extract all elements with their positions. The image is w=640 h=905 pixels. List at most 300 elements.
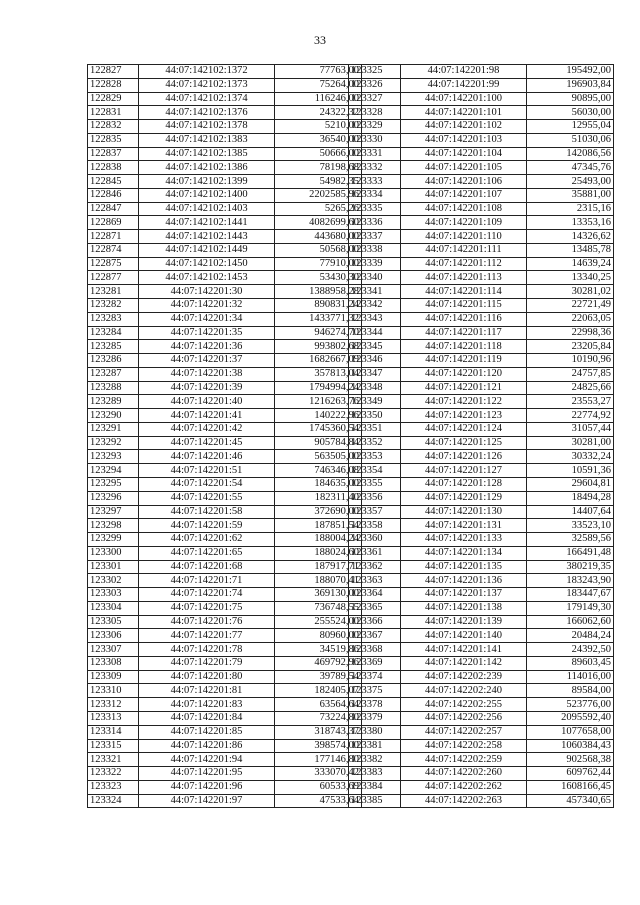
cadastral-number-cell: 44:07:142201:62 xyxy=(139,533,275,547)
record-number-cell: 123383 xyxy=(349,767,401,781)
record-number-cell: 123325 xyxy=(349,65,401,79)
record-number-cell: 122837 xyxy=(88,147,139,161)
cadastral-number-cell: 44:07:142102:1443 xyxy=(139,230,275,244)
cadastral-number-cell: 44:07:142201:76 xyxy=(139,615,275,629)
table-row xyxy=(88,422,362,436)
table-row xyxy=(349,354,614,368)
record-number-cell: 123361 xyxy=(349,546,401,560)
table-row xyxy=(88,560,362,574)
cadastral-number-cell: 44:07:142201:39 xyxy=(139,381,275,395)
cadastral-number-cell: 44:07:142201:121 xyxy=(401,381,527,395)
amount-cell: 372690,00 xyxy=(275,505,362,519)
record-number-cell: 123339 xyxy=(349,257,401,271)
amount-cell: 1745360,54 xyxy=(275,422,362,436)
cadastral-number-cell: 44:07:142201:102 xyxy=(401,120,527,134)
record-number-cell: 123304 xyxy=(88,601,139,615)
table-row xyxy=(88,519,362,533)
table-row xyxy=(349,436,614,450)
cadastral-number-cell: 44:07:142201:40 xyxy=(139,395,275,409)
record-number-cell: 123362 xyxy=(349,560,401,574)
amount-cell: 80960,00 xyxy=(275,629,362,643)
table-row xyxy=(349,477,614,491)
cadastral-number-cell: 44:07:142201:54 xyxy=(139,477,275,491)
amount-cell: 333070,42 xyxy=(275,767,362,781)
amount-cell: 890831,24 xyxy=(275,299,362,313)
record-number-cell: 123287 xyxy=(88,367,139,381)
record-number-cell: 123305 xyxy=(88,615,139,629)
table-row xyxy=(349,670,614,684)
record-number-cell: 122832 xyxy=(88,120,139,134)
record-number-cell: 123360 xyxy=(349,533,401,547)
table-row xyxy=(88,450,362,464)
table-row xyxy=(349,92,614,106)
amount-cell: 369130,00 xyxy=(275,588,362,602)
cadastral-number-cell: 44:07:142102:1376 xyxy=(139,106,275,120)
cadastral-number-cell: 44:07:142102:1386 xyxy=(139,161,275,175)
record-number-cell: 123338 xyxy=(349,243,401,257)
cadastral-number-cell: 44:07:142201:111 xyxy=(401,243,527,257)
amount-cell: 187851,54 xyxy=(275,519,362,533)
cadastral-number-cell: 44:07:142201:55 xyxy=(139,491,275,505)
amount-cell: 13353,16 xyxy=(527,216,614,230)
cadastral-number-cell: 44:07:142202:256 xyxy=(401,711,527,725)
table-row xyxy=(88,285,362,299)
table-row xyxy=(349,106,614,120)
record-number-cell: 123298 xyxy=(88,519,139,533)
amount-cell: 357813,04 xyxy=(275,367,362,381)
record-number-cell: 123382 xyxy=(349,753,401,767)
record-number-cell: 123342 xyxy=(349,299,401,313)
cadastral-number-cell: 44:07:142102:1403 xyxy=(139,202,275,216)
table-row xyxy=(88,395,362,409)
table-row xyxy=(349,340,614,354)
table-row xyxy=(88,574,362,588)
amount-cell: 1216263,76 xyxy=(275,395,362,409)
record-number-cell: 123306 xyxy=(88,629,139,643)
cadastral-number-cell: 44:07:142201:86 xyxy=(139,739,275,753)
table-row xyxy=(349,147,614,161)
table-row xyxy=(349,120,614,134)
record-number-cell: 123314 xyxy=(88,725,139,739)
table-row xyxy=(88,546,362,560)
table-row xyxy=(88,188,362,202)
cadastral-number-cell: 44:07:142201:103 xyxy=(401,133,527,147)
record-number-cell: 123332 xyxy=(349,161,401,175)
cadastral-number-cell: 44:07:142201:122 xyxy=(401,395,527,409)
amount-cell: 24322,32 xyxy=(275,106,362,120)
cadastral-number-cell: 44:07:142201:98 xyxy=(401,65,527,79)
amount-cell: 1060384,43 xyxy=(527,739,614,753)
cadastral-number-cell: 44:07:142202:257 xyxy=(401,725,527,739)
record-number-cell: 123340 xyxy=(349,271,401,285)
record-number-cell: 123364 xyxy=(349,588,401,602)
cadastral-number-cell: 44:07:142201:120 xyxy=(401,367,527,381)
record-number-cell: 122845 xyxy=(88,175,139,189)
table-row xyxy=(88,367,362,381)
table-row xyxy=(88,243,362,257)
amount-cell: 22721,49 xyxy=(527,299,614,313)
record-number-cell: 122846 xyxy=(88,188,139,202)
table-row xyxy=(88,216,362,230)
cadastral-number-cell: 44:07:142201:46 xyxy=(139,450,275,464)
record-number-cell: 123379 xyxy=(349,711,401,725)
cadastral-number-cell: 44:07:142102:1449 xyxy=(139,243,275,257)
amount-cell: 182405,07 xyxy=(275,684,362,698)
amount-cell: 398574,00 xyxy=(275,739,362,753)
amount-cell: 1608166,45 xyxy=(527,780,614,794)
cadastral-number-cell: 44:07:142202:262 xyxy=(401,780,527,794)
cadastral-number-cell: 44:07:142201:133 xyxy=(401,533,527,547)
record-number-cell: 123322 xyxy=(88,767,139,781)
table-row xyxy=(349,326,614,340)
cadastral-number-cell: 44:07:142201:80 xyxy=(139,670,275,684)
cadastral-number-cell: 44:07:142201:99 xyxy=(401,78,527,92)
amount-cell: 380219,35 xyxy=(527,560,614,574)
record-number-cell: 123326 xyxy=(349,78,401,92)
table-row xyxy=(349,753,614,767)
table-row xyxy=(88,477,362,491)
amount-cell: 47533,64 xyxy=(275,794,362,808)
cadastral-number-cell: 44:07:142102:1400 xyxy=(139,188,275,202)
record-number-cell: 123369 xyxy=(349,656,401,670)
table-row xyxy=(88,505,362,519)
table-row xyxy=(88,78,362,92)
amount-cell: 50666,00 xyxy=(275,147,362,161)
record-number-cell: 123355 xyxy=(349,477,401,491)
amount-cell: 14407,64 xyxy=(527,505,614,519)
record-number-cell: 123310 xyxy=(88,684,139,698)
amount-cell: 182311,40 xyxy=(275,491,362,505)
table-row xyxy=(349,133,614,147)
cadastral-number-cell: 44:07:142201:84 xyxy=(139,711,275,725)
amount-cell: 255524,00 xyxy=(275,615,362,629)
amount-cell: 23205,84 xyxy=(527,340,614,354)
amount-cell: 32589,56 xyxy=(527,533,614,547)
table-row xyxy=(349,546,614,560)
record-number-cell: 123384 xyxy=(349,780,401,794)
record-number-cell: 123378 xyxy=(349,698,401,712)
amount-cell: 183243,90 xyxy=(527,574,614,588)
amount-cell: 30281,00 xyxy=(527,436,614,450)
cadastral-number-cell: 44:07:142201:81 xyxy=(139,684,275,698)
record-number-cell: 123345 xyxy=(349,340,401,354)
record-number-cell: 122835 xyxy=(88,133,139,147)
cadastral-number-cell: 44:07:142102:1441 xyxy=(139,216,275,230)
cadastral-number-cell: 44:07:142201:108 xyxy=(401,202,527,216)
record-number-cell: 123385 xyxy=(349,794,401,808)
amount-cell: 39789,54 xyxy=(275,670,362,684)
table-row xyxy=(88,629,362,643)
cadastral-number-cell: 44:07:142202:239 xyxy=(401,670,527,684)
table-row xyxy=(349,588,614,602)
cadastral-number-cell: 44:07:142102:1453 xyxy=(139,271,275,285)
cadastral-number-cell: 44:07:142201:141 xyxy=(401,643,527,657)
record-number-cell: 123365 xyxy=(349,601,401,615)
table-row xyxy=(88,271,362,285)
record-number-cell: 123291 xyxy=(88,422,139,436)
record-number-cell: 123337 xyxy=(349,230,401,244)
record-number-cell: 122838 xyxy=(88,161,139,175)
cadastral-number-cell: 44:07:142201:37 xyxy=(139,354,275,368)
table-row xyxy=(88,533,362,547)
cadastral-number-cell: 44:07:142201:85 xyxy=(139,725,275,739)
amount-cell: 114016,00 xyxy=(527,670,614,684)
table-row xyxy=(349,574,614,588)
table-row xyxy=(88,436,362,450)
cadastral-number-cell: 44:07:142201:71 xyxy=(139,574,275,588)
record-number-cell: 122875 xyxy=(88,257,139,271)
record-number-cell: 123294 xyxy=(88,464,139,478)
table-row xyxy=(349,422,614,436)
record-number-cell: 123352 xyxy=(349,436,401,450)
amount-cell: 34519,86 xyxy=(275,643,362,657)
table-row xyxy=(88,257,362,271)
cadastral-number-cell: 44:07:142201:74 xyxy=(139,588,275,602)
cadastral-number-cell: 44:07:142102:1399 xyxy=(139,175,275,189)
cadastral-number-cell: 44:07:142201:59 xyxy=(139,519,275,533)
amount-cell: 5265,26 xyxy=(275,202,362,216)
amount-cell: 23553,27 xyxy=(527,395,614,409)
table-row xyxy=(349,684,614,698)
record-number-cell: 123308 xyxy=(88,656,139,670)
cadastral-number-cell: 44:07:142201:77 xyxy=(139,629,275,643)
table-row xyxy=(349,615,614,629)
record-number-cell: 123380 xyxy=(349,725,401,739)
cadastral-number-cell: 44:07:142201:127 xyxy=(401,464,527,478)
record-number-cell: 123367 xyxy=(349,629,401,643)
amount-cell: 184635,00 xyxy=(275,477,362,491)
amount-cell: 20484,24 xyxy=(527,629,614,643)
table-row xyxy=(349,409,614,423)
amount-cell: 2315,16 xyxy=(527,202,614,216)
cadastral-number-cell: 44:07:142201:94 xyxy=(139,753,275,767)
amount-cell: 50568,00 xyxy=(275,243,362,257)
record-number-cell: 123330 xyxy=(349,133,401,147)
amount-cell: 4082699,60 xyxy=(275,216,362,230)
record-number-cell: 123281 xyxy=(88,285,139,299)
amount-cell: 443680,00 xyxy=(275,230,362,244)
amount-cell: 63564,64 xyxy=(275,698,362,712)
table-row xyxy=(88,739,362,753)
cadastral-number-cell: 44:07:142201:51 xyxy=(139,464,275,478)
record-number-cell: 123344 xyxy=(349,326,401,340)
table-row xyxy=(88,381,362,395)
table-row xyxy=(88,615,362,629)
amount-cell: 22998,36 xyxy=(527,326,614,340)
record-number-cell: 123346 xyxy=(349,354,401,368)
table-row xyxy=(88,698,362,712)
amount-cell: 36540,00 xyxy=(275,133,362,147)
cadastral-number-cell: 44:07:142201:118 xyxy=(401,340,527,354)
amount-cell: 736748,55 xyxy=(275,601,362,615)
table-row xyxy=(349,188,614,202)
record-number-cell: 123283 xyxy=(88,312,139,326)
cadastral-number-cell: 44:07:142201:116 xyxy=(401,312,527,326)
amount-cell: 563505,00 xyxy=(275,450,362,464)
record-number-cell: 123350 xyxy=(349,409,401,423)
amount-cell: 177146,80 xyxy=(275,753,362,767)
record-number-cell: 123354 xyxy=(349,464,401,478)
table-row xyxy=(349,299,614,313)
table-row xyxy=(88,725,362,739)
record-number-cell: 123366 xyxy=(349,615,401,629)
cadastral-number-cell: 44:07:142202:263 xyxy=(401,794,527,808)
amount-cell: 195492,00 xyxy=(527,65,614,79)
cadastral-number-cell: 44:07:142201:129 xyxy=(401,491,527,505)
table-row xyxy=(349,285,614,299)
cadastral-number-cell: 44:07:142201:38 xyxy=(139,367,275,381)
record-number-cell: 123357 xyxy=(349,505,401,519)
record-number-cell: 122828 xyxy=(88,78,139,92)
table-row xyxy=(349,312,614,326)
cadastral-number-cell: 44:07:142201:139 xyxy=(401,615,527,629)
record-number-cell: 123375 xyxy=(349,684,401,698)
amount-cell: 10591,36 xyxy=(527,464,614,478)
page-number: 33 xyxy=(314,33,326,47)
amount-cell: 35881,00 xyxy=(527,188,614,202)
cadastral-number-cell: 44:07:142201:105 xyxy=(401,161,527,175)
cadastral-number-cell: 44:07:142201:134 xyxy=(401,546,527,560)
cadastral-number-cell: 44:07:142201:106 xyxy=(401,175,527,189)
table-row xyxy=(349,161,614,175)
amount-cell: 1433771,32 xyxy=(275,312,362,326)
record-number-cell: 123302 xyxy=(88,574,139,588)
cadastral-number-cell: 44:07:142201:42 xyxy=(139,422,275,436)
record-number-cell: 123323 xyxy=(88,780,139,794)
amount-cell: 22063,05 xyxy=(527,312,614,326)
table-row xyxy=(349,698,614,712)
amount-cell: 188070,41 xyxy=(275,574,362,588)
record-number-cell: 123289 xyxy=(88,395,139,409)
record-number-cell: 123321 xyxy=(88,753,139,767)
table-row xyxy=(88,106,362,120)
table-row xyxy=(88,794,362,808)
table-row xyxy=(349,230,614,244)
cadastral-number-cell: 44:07:142201:107 xyxy=(401,188,527,202)
cadastral-number-cell: 44:07:142201:79 xyxy=(139,656,275,670)
amount-cell: 89603,45 xyxy=(527,656,614,670)
amount-cell: 188024,60 xyxy=(275,546,362,560)
table-row xyxy=(88,711,362,725)
cadastral-number-cell: 44:07:142201:35 xyxy=(139,326,275,340)
table-row xyxy=(88,312,362,326)
table-row xyxy=(349,725,614,739)
table-row xyxy=(349,450,614,464)
amount-cell: 902568,38 xyxy=(527,753,614,767)
cadastral-number-cell: 44:07:142201:125 xyxy=(401,436,527,450)
record-number-cell: 123299 xyxy=(88,533,139,547)
cadastral-number-cell: 44:07:142201:114 xyxy=(401,285,527,299)
cadastral-number-cell: 44:07:142201:142 xyxy=(401,656,527,670)
amount-cell: 13485,78 xyxy=(527,243,614,257)
record-number-cell: 122874 xyxy=(88,243,139,257)
record-number-cell: 123341 xyxy=(349,285,401,299)
amount-cell: 10190,96 xyxy=(527,354,614,368)
record-number-cell: 123288 xyxy=(88,381,139,395)
cadastral-number-cell: 44:07:142201:110 xyxy=(401,230,527,244)
cadastral-number-cell: 44:07:142201:34 xyxy=(139,312,275,326)
amount-cell: 77910,00 xyxy=(275,257,362,271)
cadastral-number-cell: 44:07:142201:78 xyxy=(139,643,275,657)
record-number-cell: 123282 xyxy=(88,299,139,313)
record-number-cell: 123285 xyxy=(88,340,139,354)
amount-cell: 53430,30 xyxy=(275,271,362,285)
cadastral-number-cell: 44:07:142201:112 xyxy=(401,257,527,271)
record-number-cell: 123331 xyxy=(349,147,401,161)
amount-cell: 140222,96 xyxy=(275,409,362,423)
table-row xyxy=(349,216,614,230)
table-row xyxy=(88,326,362,340)
table-row xyxy=(349,656,614,670)
cadastral-number-cell: 44:07:142201:109 xyxy=(401,216,527,230)
record-number-cell: 123353 xyxy=(349,450,401,464)
amount-cell: 179149,30 xyxy=(527,601,614,615)
cadastral-number-cell: 44:07:142201:100 xyxy=(401,92,527,106)
amount-cell: 24757,85 xyxy=(527,367,614,381)
record-number-cell: 122871 xyxy=(88,230,139,244)
record-number-cell: 123333 xyxy=(349,175,401,189)
cadastral-number-cell: 44:07:142201:136 xyxy=(401,574,527,588)
amount-cell: 523776,00 xyxy=(527,698,614,712)
record-number-cell: 123351 xyxy=(349,422,401,436)
record-number-cell: 123327 xyxy=(349,92,401,106)
record-number-cell: 122829 xyxy=(88,92,139,106)
amount-cell: 183447,67 xyxy=(527,588,614,602)
amount-cell: 51030,06 xyxy=(527,133,614,147)
cadastral-number-cell: 44:07:142201:138 xyxy=(401,601,527,615)
cadastral-number-cell: 44:07:142102:1450 xyxy=(139,257,275,271)
amount-cell: 993802,68 xyxy=(275,340,362,354)
table-row xyxy=(88,147,362,161)
table-row xyxy=(349,491,614,505)
table-row xyxy=(88,753,362,767)
record-number-cell: 123290 xyxy=(88,409,139,423)
record-number-cell: 123329 xyxy=(349,120,401,134)
record-number-cell: 123374 xyxy=(349,670,401,684)
amount-cell: 166062,60 xyxy=(527,615,614,629)
amount-cell: 1682667,09 xyxy=(275,354,362,368)
record-number-cell: 123300 xyxy=(88,546,139,560)
table-row xyxy=(349,395,614,409)
table-row xyxy=(349,202,614,216)
cadastral-number-cell: 44:07:142201:113 xyxy=(401,271,527,285)
table-row xyxy=(349,794,614,808)
record-number-cell: 123328 xyxy=(349,106,401,120)
table-row xyxy=(88,299,362,313)
cadastral-number-cell: 44:07:142201:68 xyxy=(139,560,275,574)
cadastral-number-cell: 44:07:142201:137 xyxy=(401,588,527,602)
record-number-cell: 123313 xyxy=(88,711,139,725)
cadastral-number-cell: 44:07:142201:117 xyxy=(401,326,527,340)
table-row xyxy=(88,684,362,698)
amount-cell: 196903,84 xyxy=(527,78,614,92)
amount-cell: 56030,00 xyxy=(527,106,614,120)
record-number-cell: 123358 xyxy=(349,519,401,533)
amount-cell: 746346,08 xyxy=(275,464,362,478)
table-row xyxy=(349,271,614,285)
cadastral-number-cell: 44:07:142201:101 xyxy=(401,106,527,120)
table-row xyxy=(349,257,614,271)
table-row xyxy=(88,230,362,244)
amount-cell: 60533,69 xyxy=(275,780,362,794)
amount-cell: 30281,02 xyxy=(527,285,614,299)
record-number-cell: 123292 xyxy=(88,436,139,450)
cadastral-number-cell: 44:07:142202:259 xyxy=(401,753,527,767)
table-row xyxy=(349,643,614,657)
table-row xyxy=(88,175,362,189)
cadastral-number-cell: 44:07:142201:130 xyxy=(401,505,527,519)
amount-cell: 14326,62 xyxy=(527,230,614,244)
